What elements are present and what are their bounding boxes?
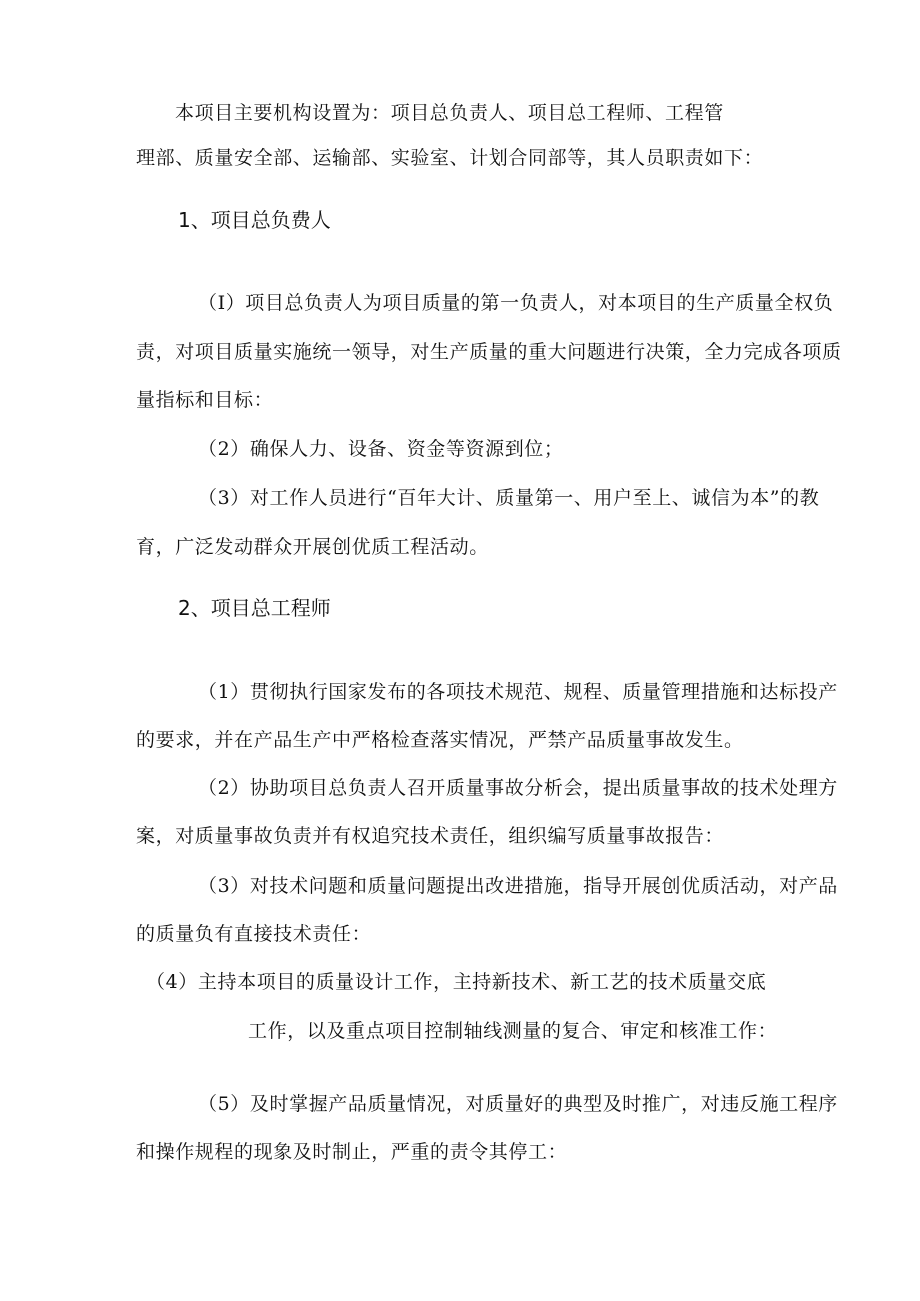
s2-item4-line-1: （4）主持本项目的质量设计工作，主持新技术、新工艺的技术质量交底: [146, 971, 767, 993]
intro-line-1: 本项目主要机构设置为：项目总负责人、项目总工程师、工程管: [175, 102, 724, 124]
s2-item2-line-1: （2）协助项目总负责人召开质量事故分析会，提出质量事故的技术处理方: [198, 777, 838, 799]
section-1-heading: 1、项目总负费人: [178, 208, 331, 232]
s2-item4-line-2: 工作，以及重点项目控制轴线测量的复合、审定和核准工作：: [248, 1020, 778, 1042]
s1-item3-line-2: 育，广泛发动群众开展创优质工程活动。: [136, 536, 489, 558]
s1-item1-line-1: （I）项目总负责人为项目质量的第一负责人，对本项目的生产质量全权负: [198, 292, 834, 314]
section-2-heading: 2、项目总工程师: [178, 596, 331, 620]
s2-item5-line-1: （5）及时掌握产品质量情况，对质量好的典型及时推广，对违反施工程序: [198, 1093, 838, 1115]
s2-item2-line-2: 案，对质量事故负责并有权追究技术责任，组织编写质量事故报告：: [136, 825, 725, 847]
s1-item1-line-2: 责，对项目质量实施统一领导，对生产质量的重大问题进行决策，全力完成各项质: [136, 341, 842, 363]
s2-item3-line-2: 的质量负有直接技术责任：: [136, 923, 372, 945]
s2-item3-line-1: （3）对技术问题和质量问题提出改进措施，指导开展创优质活动，对产品: [198, 875, 838, 897]
s2-item1-line-2: 的要求，并在产品生产中严格检查落实情况，严禁产品质量事故发生。: [136, 729, 744, 751]
intro-line-2: 理部、质量安全部、运输部、实验室、计划合同部等，其人员职责如下：: [136, 147, 764, 169]
s2-item1-line-1: （1）贯彻执行国家发布的各项技术规范、规程、质量管理措施和达标投产: [198, 681, 838, 703]
s2-item5-line-2: 和操作规程的现象及时制止，严重的责令其停工：: [136, 1141, 568, 1163]
s1-item1-line-3: 量指标和目标：: [136, 389, 274, 411]
s1-item2-line-1: （2）确保人力、设备、资金等资源到位；: [198, 438, 564, 460]
s1-item3-line-1: （3）对工作人员进行“百年大计、质量第一、用户至上、诚信为本”的教: [198, 487, 820, 509]
